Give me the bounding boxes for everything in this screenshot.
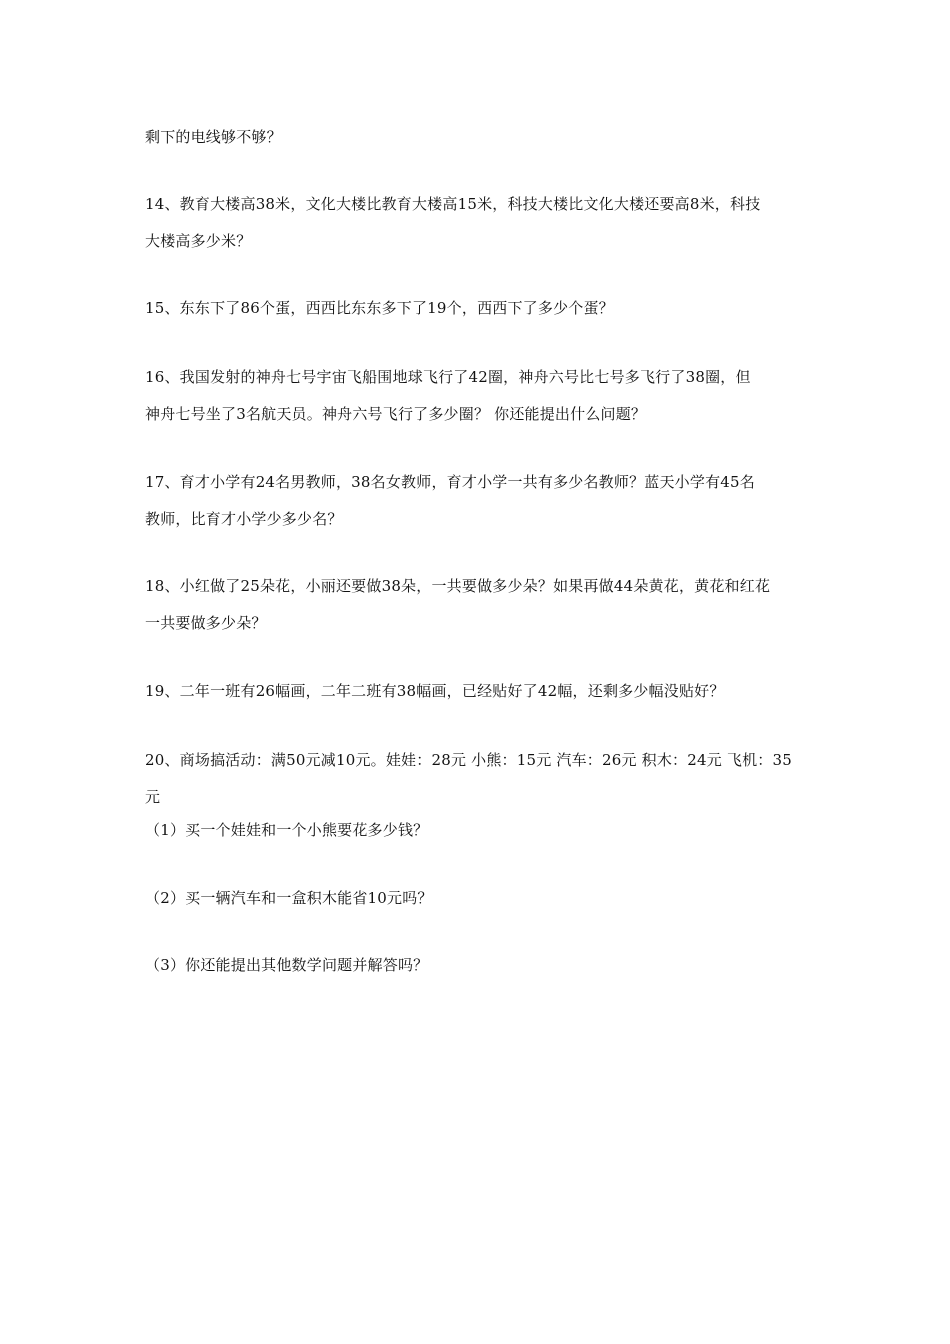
problem-20-subquestion-2: （2）买一辆汽车和一盒积木能省10元吗？ bbox=[145, 889, 433, 907]
problem-13-tail: 剩下的电线够不够？ bbox=[145, 128, 282, 146]
problem-17-line-1: 17、育才小学有24名男教师，38名女教师，育才小学一共有多少名教师？蓝天小学有45名 bbox=[145, 473, 755, 491]
problem-20-line-2: 元 bbox=[145, 788, 161, 806]
problem-17-line-2: 教师，比育才小学少多少名？ bbox=[145, 510, 343, 528]
problem-20-subquestion-1: （1）买一个娃娃和一个小熊要花多少钱？ bbox=[145, 821, 429, 839]
problem-16-line-2: 神舟七号坐了3名航天员。神舟六号飞行了多少圈？ 你还能提出什么问题？ bbox=[145, 405, 647, 423]
problem-18-line-1: 18、小红做了25朵花，小丽还要做38朵，一共要做多少朵？如果再做44朵黄花，黄花和红花 bbox=[145, 577, 771, 595]
problem-15: 15、东东下了86个蛋，西西比东东多下了19个，西西下了多少个蛋？ bbox=[145, 299, 614, 317]
problem-19: 19、二年一班有26幅画，二年二班有38幅画，已经贴好了42幅，还剩多少幅没贴好？ bbox=[145, 682, 725, 700]
problem-20-subquestion-3: （3）你还能提出其他数学问题并解答吗？ bbox=[145, 956, 429, 974]
problem-14-line-2: 大楼高多少米？ bbox=[145, 232, 252, 250]
problem-18-line-2: 一共要做多少朵？ bbox=[145, 614, 267, 632]
problem-16-line-1: 16、我国发射的神舟七号宇宙飞船围地球飞行了42圈，神舟六号比七号多飞行了38圈，但 bbox=[145, 368, 751, 386]
problem-20-line-1: 20、商场搞活动：满50元减10元。娃娃：28元 小熊：15元 汽车：26元 积木：24元 飞机：35 bbox=[145, 751, 792, 769]
problem-14-line-1: 14、教育大楼高38米，文化大楼比教育大楼高15米，科技大楼比文化大楼还要高8米，科技 bbox=[145, 195, 761, 213]
